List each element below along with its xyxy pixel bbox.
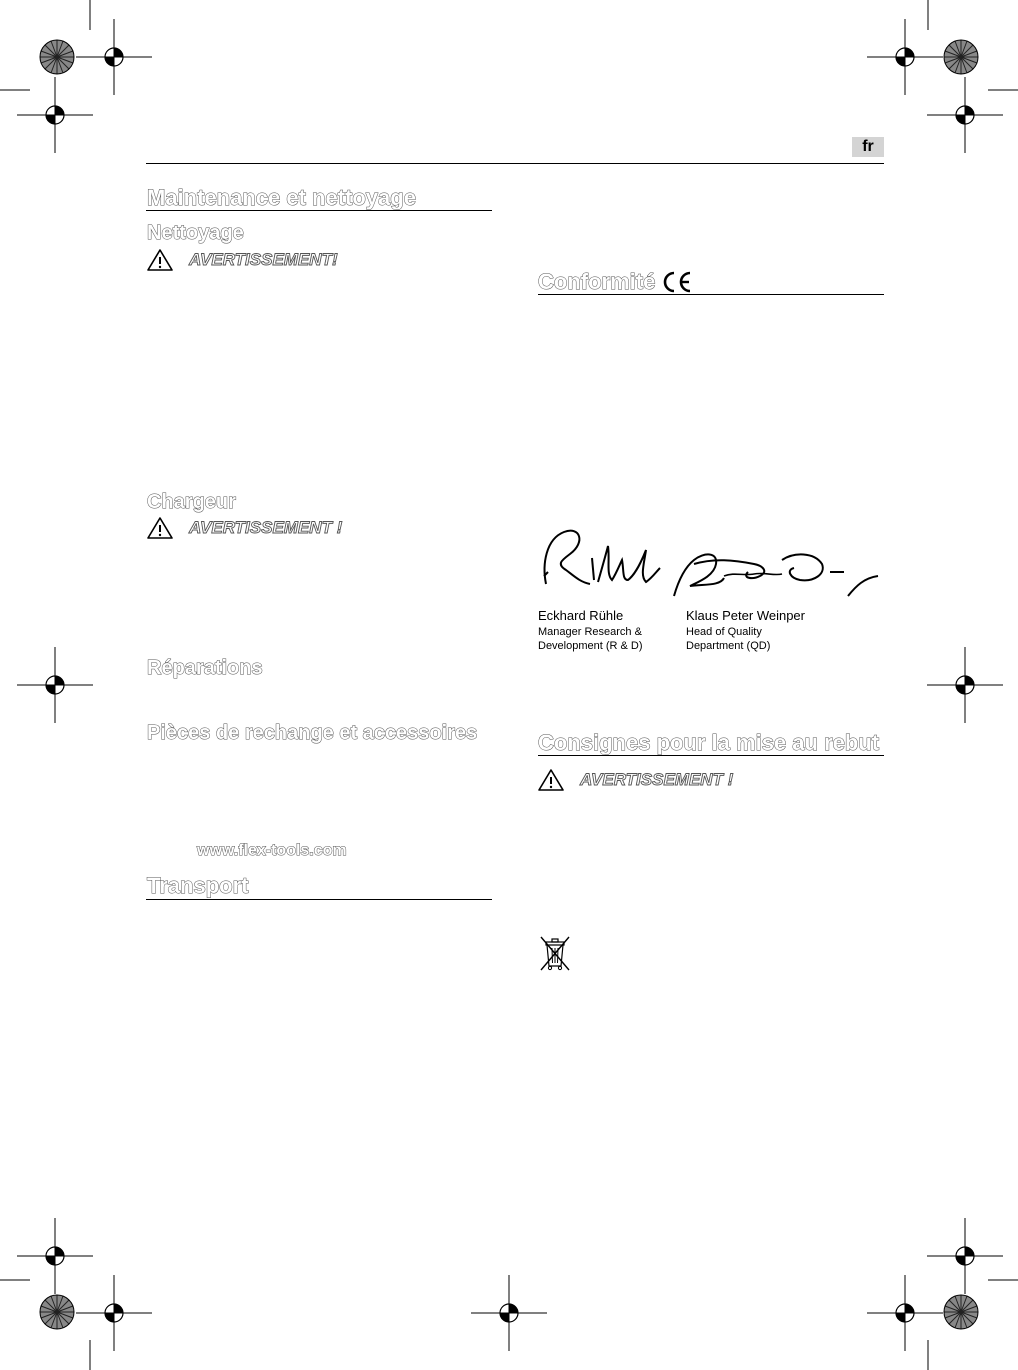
registration-mark-icon: [471, 1275, 547, 1351]
registration-mark-icon: [17, 77, 93, 153]
color-star-target-icon: [40, 40, 74, 74]
nettoyage-heading: Nettoyage: [147, 222, 244, 244]
warning-triangle-icon: [147, 516, 173, 540]
registration-mark-icon: [927, 77, 1003, 153]
signatory-name: Eckhard Rühle: [538, 608, 624, 623]
ce-mark-icon: [661, 271, 693, 293]
signatory-role-line1: Manager Research &: [538, 626, 642, 638]
rebut-rule: [538, 755, 884, 756]
signatory-role-line2: Department (QD): [686, 640, 771, 652]
warning-block-3: [538, 768, 733, 792]
warning-block-1: [147, 248, 338, 272]
pieces-heading: Pièces de rechange et accessoires: [147, 722, 478, 744]
signatory-weinper: [686, 608, 805, 653]
warning-label: AVERTISSEMENT !: [580, 770, 734, 789]
registration-mark-icon: [927, 647, 1003, 723]
reparations-heading: Réparations: [147, 657, 263, 679]
signature-ruhle: [536, 524, 666, 604]
color-star-target-icon: [40, 1295, 74, 1329]
conformite-heading: Conformité: [538, 269, 656, 294]
maintenance-rule: [146, 210, 492, 211]
rebut-heading: Consignes pour la mise au rebut: [538, 730, 880, 755]
transport-heading: Transport: [147, 873, 249, 898]
warning-label: AVERTISSEMENT !: [189, 518, 343, 537]
registration-mark-icon: [76, 1275, 152, 1351]
color-star-target-icon: [944, 1295, 978, 1329]
website-link[interactable]: www.flex-tools.com: [197, 842, 347, 859]
warning-triangle-icon: [147, 248, 173, 272]
language-tab: fr: [852, 137, 884, 157]
signatory-ruhle: [538, 608, 643, 653]
signatory-role-line1: Head of Quality: [686, 626, 762, 638]
registration-mark-icon: [927, 1218, 1003, 1294]
transport-rule: [146, 899, 492, 900]
conformite-heading-row: [538, 269, 693, 295]
warning-label: AVERTISSEMENT!: [189, 250, 338, 269]
registration-mark-icon: [17, 647, 93, 723]
warning-triangle-icon: [538, 768, 564, 792]
maintenance-heading: Maintenance et nettoyage: [147, 185, 416, 210]
registration-mark-icon: [867, 19, 943, 95]
registration-mark-icon: [17, 1218, 93, 1294]
header-rule: [146, 163, 884, 164]
chargeur-heading: Chargeur: [147, 491, 236, 513]
warning-block-2: [147, 516, 342, 540]
conformite-rule: [538, 294, 884, 295]
registration-mark-icon: [867, 1275, 943, 1351]
color-star-target-icon: [944, 40, 978, 74]
signatory-name: Klaus Peter Weinper: [686, 608, 805, 623]
registration-mark-icon: [76, 19, 152, 95]
signatory-role-line2: Development (R & D): [538, 640, 643, 652]
crossed-out-bin-icon: [538, 934, 572, 972]
signature-weinper: [664, 530, 884, 610]
